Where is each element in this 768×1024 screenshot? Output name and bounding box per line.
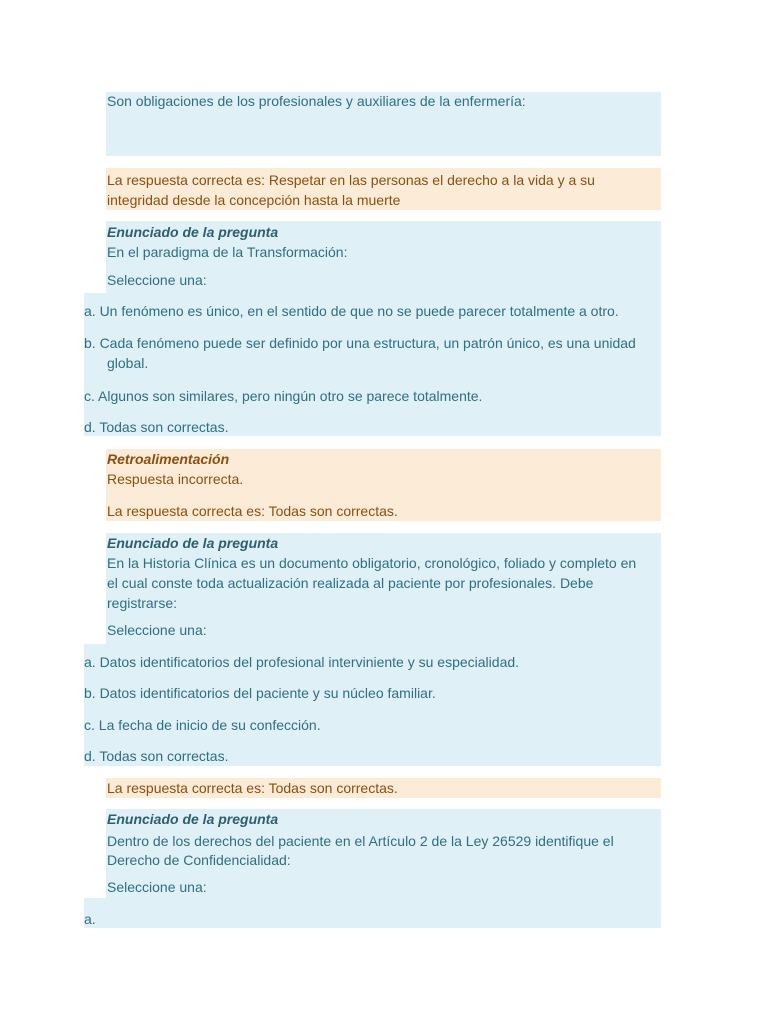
question-4-options-box — [84, 898, 661, 928]
question-4-option-a[interactable]: a. — [84, 911, 96, 927]
question-3-select-label: Seleccione una: — [107, 622, 207, 638]
question-1-answer-line1: La respuesta correcta es: Respetar en las personas el derecho a la vida y a su — [107, 172, 595, 188]
question-3-option-a[interactable]: a. Datos identificatorios del profesional interviniente y su especialidad. — [84, 654, 520, 670]
question-3-prompt-line2: el cual conste toda actualización realizada al paciente por profesionales. Debe — [107, 575, 594, 591]
question-4-heading: Enunciado de la pregunta — [107, 811, 279, 827]
question-2-feedback-heading: Retroalimentación — [107, 451, 230, 467]
question-3-option-b[interactable]: b. Datos identificatorios del paciente y su núcleo familiar. — [84, 685, 436, 701]
question-2-option-a[interactable]: a. Un fenómeno es único, en el sentido de que no se puede parecer totalmente a otro. — [84, 303, 619, 319]
question-2-prompt: En el paradigma de la Transformación: — [107, 244, 348, 260]
question-4-select-label: Seleccione una: — [107, 879, 207, 895]
question-3-option-c[interactable]: c. La fecha de inicio de su confección. — [84, 717, 321, 733]
question-3-prompt-line1: En la Historia Clínica es un documento obligatorio, cronológico, foliado y completo en — [107, 555, 637, 571]
question-4-prompt-line1: Dentro de los derechos del paciente en el Artículo 2 de la Ley 26529 identifique el — [107, 833, 614, 849]
question-2-option-b-continued[interactable]: global. — [107, 355, 149, 371]
question-1-prompt: Son obligaciones de los profesionales y auxiliares de la enfermería: — [107, 93, 526, 109]
question-2-option-d[interactable]: d. Todas son correctas. — [84, 419, 229, 435]
question-2-select-label: Seleccione una: — [107, 272, 207, 288]
question-2-heading: Enunciado de la pregunta — [107, 224, 279, 240]
question-2-feedback: Respuesta incorrecta. — [107, 471, 244, 487]
question-2-correct-answer: La respuesta correcta es: Todas son correctas. — [107, 503, 398, 519]
question-1-answer-line2: integridad desde la concepción hasta la muerte — [107, 192, 401, 208]
question-2-option-c[interactable]: c. Algunos son similares, pero ningún otro se parece totalmente. — [84, 388, 483, 404]
question-4-prompt-line2: Derecho de Confidencialidad: — [107, 852, 291, 868]
question-3-heading: Enunciado de la pregunta — [107, 535, 279, 551]
question-2-option-b[interactable]: b. Cada fenómeno puede ser definido por una estructura, un patrón único, es una unidad — [84, 335, 636, 351]
question-3-correct-answer: La respuesta correcta es: Todas son correctas. — [107, 780, 398, 796]
question-3-option-d[interactable]: d. Todas son correctas. — [84, 748, 229, 764]
question-3-prompt-line3: registrarse: — [107, 595, 178, 611]
